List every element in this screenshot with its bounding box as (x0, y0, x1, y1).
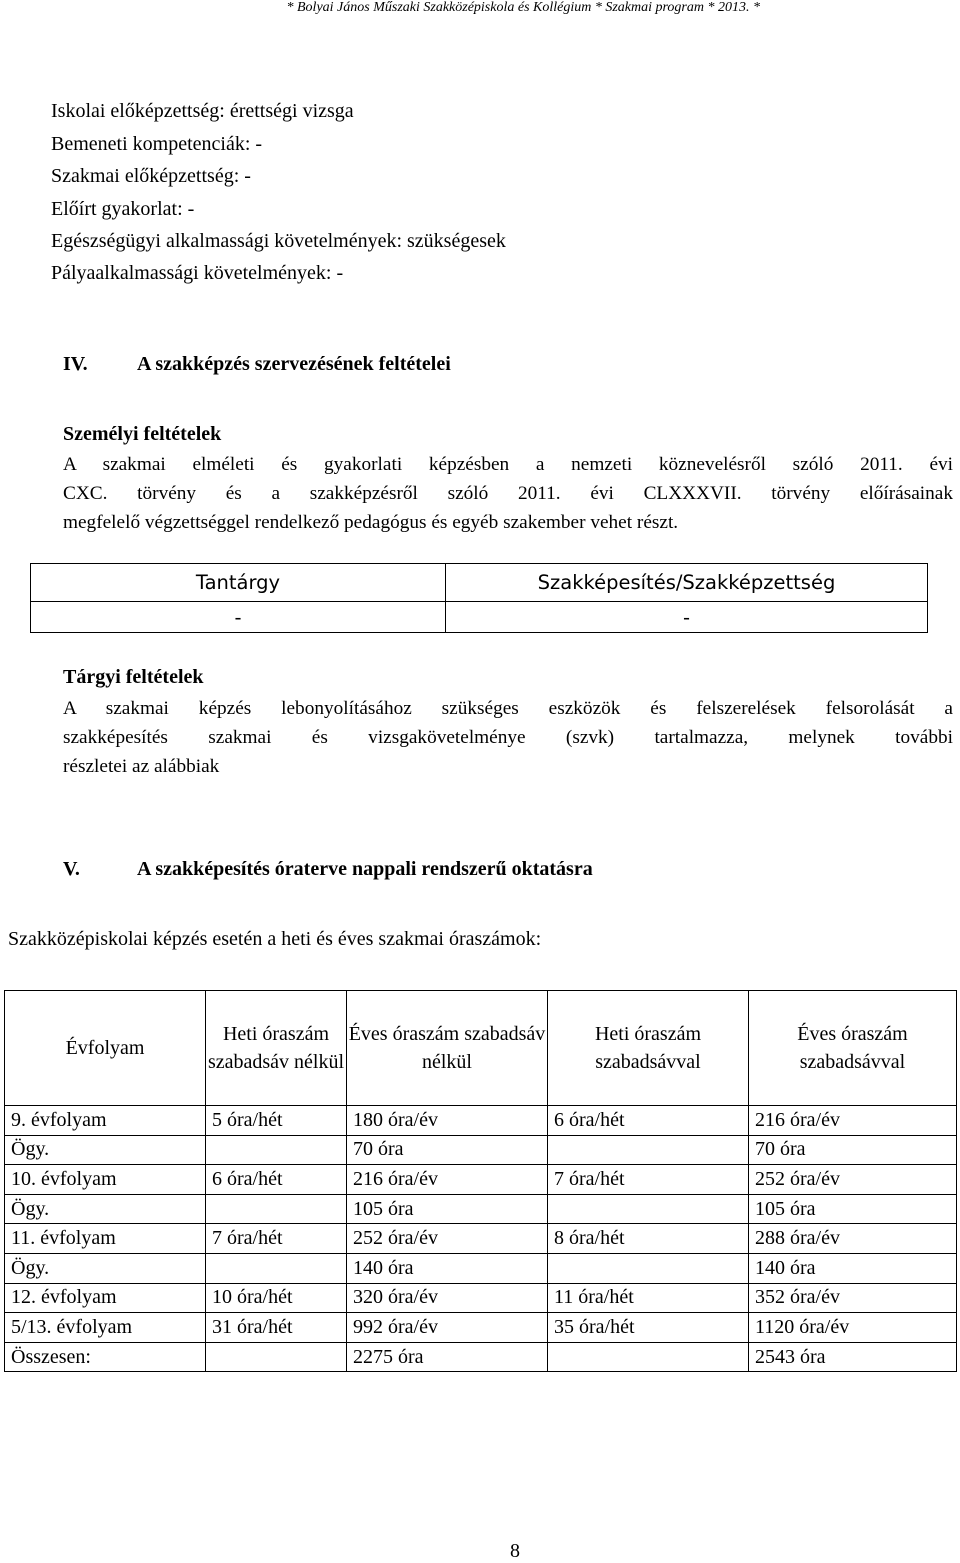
table-cell (206, 1253, 347, 1283)
table-cell: 10 óra/hét (206, 1283, 347, 1313)
table-cell (206, 1342, 347, 1372)
table-cell: 35 óra/hét (548, 1313, 749, 1343)
table-cell: 11 óra/hét (548, 1283, 749, 1313)
table-header-cell: Éves óraszám szabadsávval (749, 991, 957, 1106)
table-header-cell: Szakképesítés/Szakképzettség (446, 564, 928, 602)
table-cell: 5 óra/hét (206, 1106, 347, 1136)
table-cell: 216 óra/év (749, 1106, 957, 1136)
table-cell: 70 óra (749, 1135, 957, 1165)
table-cell (548, 1194, 749, 1224)
table-cell (548, 1135, 749, 1165)
table-cell: 140 óra (347, 1253, 548, 1283)
staff-table (30, 563, 928, 633)
table-cell: Ögy. (5, 1253, 206, 1283)
table-cell: Ögy. (5, 1194, 206, 1224)
table-row (5, 1253, 957, 1283)
table-header-cell: Heti óraszám szabadsáv nélkül (206, 991, 347, 1106)
requirement-line: Szakmai előképzettség: - (51, 165, 251, 187)
table-cell: 8 óra/hét (548, 1224, 749, 1254)
table-header-cell: Heti óraszám szabadsávval (548, 991, 749, 1106)
table-cell: - (446, 602, 928, 633)
table-cell: 70 óra (347, 1135, 548, 1165)
section-v-number: V. (63, 858, 80, 880)
table-row (5, 1194, 957, 1224)
table-cell: 6 óra/hét (206, 1165, 347, 1195)
table-cell: 9. évfolyam (5, 1106, 206, 1136)
table-cell: 2543 óra (749, 1342, 957, 1372)
requirement-line: Előírt gyakorlat: - (51, 198, 195, 220)
requirement-line: Iskolai előképzettség: érettségi vizsga (51, 100, 354, 122)
section-v-title: A szakképesítés óraterve nappali rendszerű oktatásra (137, 858, 593, 880)
table-row (5, 1342, 957, 1372)
page-header: * Bolyai János Műszaki Szakközépiskola és Kollégium * Szakmai program * 2013. * (286, 0, 760, 15)
table-header-row (5, 991, 957, 1106)
paragraph-line: szakképesítés szakmai és vizsgakövetelménye (szvk) tartalmazza, melynek további (63, 727, 953, 748)
table-cell (548, 1342, 749, 1372)
table-header-cell: Tantárgy (31, 564, 446, 602)
table-cell (206, 1135, 347, 1165)
personal-conditions-heading: Személyi feltételek (63, 423, 222, 445)
table-cell: Összesen: (5, 1342, 206, 1372)
table-cell: 12. évfolyam (5, 1283, 206, 1313)
table-cell: 1120 óra/év (749, 1313, 957, 1343)
page-number: 8 (510, 1540, 520, 1562)
table-cell: 252 óra/év (749, 1165, 957, 1195)
table-header-cell: Évfolyam (5, 991, 206, 1106)
material-conditions-heading: Tárgyi feltételek (63, 666, 204, 688)
table-cell: 180 óra/év (347, 1106, 548, 1136)
table-cell: 31 óra/hét (206, 1313, 347, 1343)
table-cell: 352 óra/év (749, 1283, 957, 1313)
table-cell: 992 óra/év (347, 1313, 548, 1343)
table-row (5, 1135, 957, 1165)
table-cell: 105 óra (347, 1194, 548, 1224)
table-cell: 288 óra/év (749, 1224, 957, 1254)
table-row (5, 1106, 957, 1136)
table-row (5, 1165, 957, 1195)
paragraph-line: A szakmai képzés lebonyolításához szükséges eszközök és felszerelések felsorolását a (63, 698, 953, 719)
material-conditions-text (63, 694, 953, 781)
table-cell: Ögy. (5, 1135, 206, 1165)
personal-conditions-text (63, 450, 953, 537)
table-cell: 7 óra/hét (206, 1224, 347, 1254)
table-cell (548, 1253, 749, 1283)
section-iv-title: A szakképzés szervezésének feltételei (137, 353, 451, 375)
table-cell: 2275 óra (347, 1342, 548, 1372)
table-header-row (31, 564, 928, 602)
table-cell (206, 1194, 347, 1224)
table-cell: 7 óra/hét (548, 1165, 749, 1195)
section-iv-number: IV. (63, 353, 88, 375)
table-cell: 216 óra/év (347, 1165, 548, 1195)
hours-table (4, 990, 957, 1372)
table-cell: 140 óra (749, 1253, 957, 1283)
table-row (5, 1224, 957, 1254)
requirement-line: Bemeneti kompetenciák: - (51, 133, 263, 155)
table-row (5, 1313, 957, 1343)
requirement-line: Pályaalkalmassági követelmények: - (51, 262, 344, 284)
table-cell: 11. évfolyam (5, 1224, 206, 1254)
paragraph-line: CXC. törvény és a szakképzésről szóló 2011. évi CLXXXVII. törvény előírásainak (63, 483, 953, 504)
table-cell: 6 óra/hét (548, 1106, 749, 1136)
table-row (31, 602, 928, 633)
table-row (5, 1283, 957, 1313)
table-cell: 105 óra (749, 1194, 957, 1224)
table-cell: - (31, 602, 446, 633)
paragraph-line: részletei az alábbiak (63, 756, 220, 777)
table-cell: 320 óra/év (347, 1283, 548, 1313)
table-cell: 5/13. évfolyam (5, 1313, 206, 1343)
paragraph-line: A szakmai elméleti és gyakorlati képzésben a nemzeti köznevelésről szóló 2011. évi (63, 454, 953, 475)
requirement-line: Egészségügyi alkalmassági követelmények: szükségesek (51, 230, 506, 252)
table-header-cell: Éves óraszám szabadsáv nélkül (347, 991, 548, 1106)
hours-intro: Szakközépiskolai képzés esetén a heti és éves szakmai óraszámok: (8, 928, 542, 950)
paragraph-line: megfelelő végzettséggel rendelkező pedagógus és egyéb szakember vehet részt. (63, 512, 679, 533)
table-cell: 252 óra/év (347, 1224, 548, 1254)
table-cell: 10. évfolyam (5, 1165, 206, 1195)
